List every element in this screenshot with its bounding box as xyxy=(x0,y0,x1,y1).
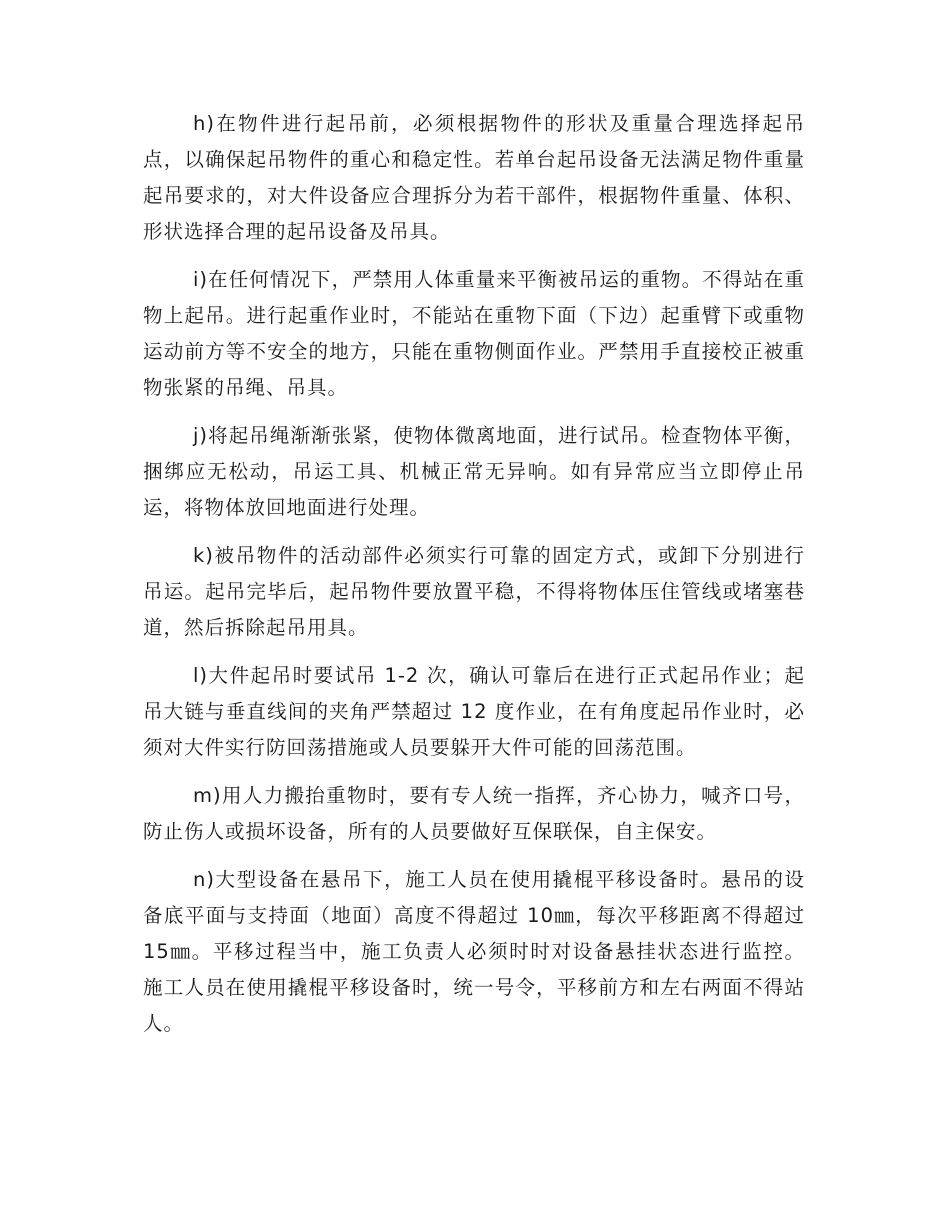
paragraph-m: m)用人力搬抬重物时，要有专人统一指挥，齐心协力，喊齐口号，防止伤人或损坏设备，所有的人员要做好互保联保，自主保安。 xyxy=(143,784,805,843)
paragraph-i: i)在任何情况下，严禁用人体重量来平衡被吊运的重物。不得站在重物上起吊。进行起重作业时，不能站在重物下面（下边）起重臂下或重物运动前方等不安全的地方，只能在重物侧面作业。严禁用手直接校正被重物张紧的吊绳、吊具。 xyxy=(143,268,805,399)
paragraph-h: h)在物件进行起吊前，必须根据物件的形状及重量合理选择起吊点，以确保起吊物件的重心和稳定性。若单台起吊设备无法满足物件重量起吊要求的，对大件设备应合理拆分为若干部件，根据物件重量、体积、形状选择合理的起吊设备及吊具。 xyxy=(143,112,805,243)
paragraph-l: l)大件起吊时要试吊 1-2 次，确认可靠后在进行正式起吊作业；起吊大链与垂直线间的夹角严禁超过 12 度作业，在有角度起吊作业时，必须对大件实行防回荡措施或人员要躲开大件可能的回荡范围。 xyxy=(143,664,805,759)
paragraph-j: j)将起吊绳渐渐张紧，使物体微离地面，进行试吊。检查物体平衡，捆绑应无松动，吊运工具、机械正常无异响。如有异常应当立即停止吊运，将物体放回地面进行处理。 xyxy=(143,424,805,519)
paragraph-n: n)大型设备在悬吊下，施工人员在使用撬棍平移设备时。悬吊的设备底平面与支持面（地面）高度不得超过 10㎜，每次平移距离不得超过 15㎜。平移过程当中，施工负责人必须时时对设备悬挂状态进行监控。施工人员在使用撬棍平移设备时，统一号令，平移前方和左右两面不得站人。 xyxy=(143,868,805,1035)
document-page xyxy=(143,106,805,1054)
paragraph-k: k)被吊物件的活动部件必须实行可靠的固定方式，或卸下分别进行吊运。起吊完毕后，起吊物件要放置平稳，不得将物体压住管线或堵塞巷道，然后拆除起吊用具。 xyxy=(143,544,805,639)
